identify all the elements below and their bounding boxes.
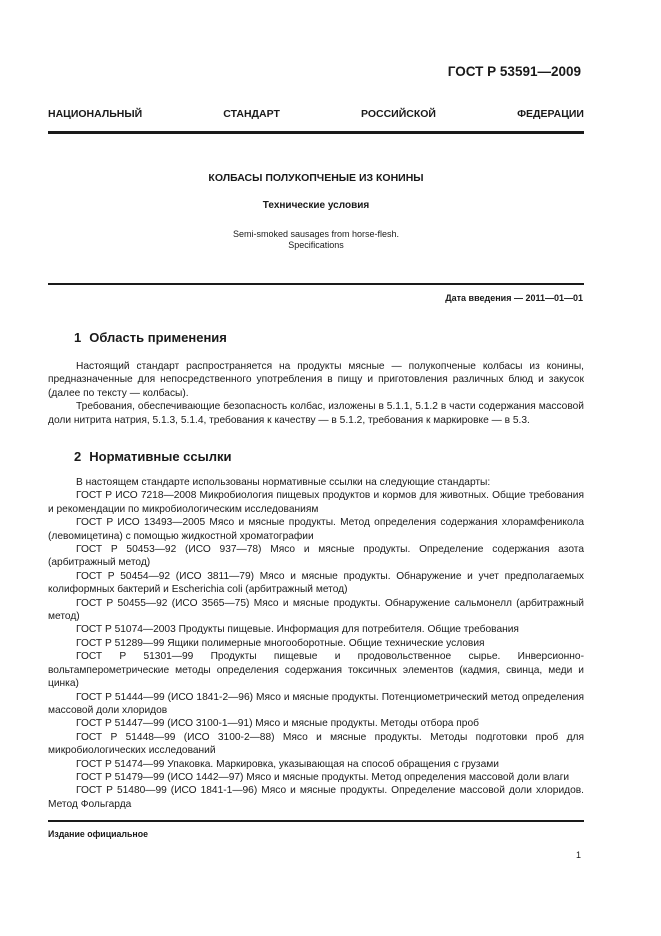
reference-item: ГОСТ Р 50453—92 (ИСО 937—78) Мясо и мясные продукты. Определение содержания азота (арбитражный метод) — [48, 544, 584, 569]
national-standard-banner — [48, 108, 584, 120]
banner-word: СТАНДАРТ — [223, 108, 280, 120]
section-number: 2 — [74, 449, 82, 464]
introduction-date: Дата введения — 2011—01—01 — [445, 293, 583, 303]
title-rule — [48, 283, 584, 285]
section-number: 1 — [74, 330, 82, 345]
reference-item: ГОСТ Р 50454—92 (ИСО 3811—79) Мясо и мясные продукты. Обнаружение и учет предполагаемых колиформных бактерий и Escherichia coli (арбитражный метод) — [48, 570, 584, 596]
reference-item: ГОСТ Р ИСО 7218—2008 Микробиология пищевых продуктов и кормов для животных. Общие требования и рекомендации по микробиологическим исследованиям — [48, 490, 584, 515]
banner-word: НАЦИОНАЛЬНЫЙ — [48, 108, 143, 120]
reference-item: ГОСТ Р 51447—99 (ИСО 3100-1—91) Мясо и мясные продукты. Методы отбора проб — [76, 718, 479, 730]
official-edition-label: Издание официальное — [48, 829, 148, 839]
paragraph: В настоящем стандарте использованы нормативные ссылки на следующие стандарты: — [76, 477, 491, 488]
reference-item: ГОСТ Р 51074—2003 Продукты пищевые. Информация для потребителя. Общие требования — [76, 624, 519, 636]
reference-item: ГОСТ Р ИСО 13493—2005 Мясо и мясные продукты. Метод определения содержания хлорамфеникола (левомицетина) с помощью жидкостной хроматографии — [48, 517, 584, 542]
footer-rule — [48, 820, 584, 822]
english-title-line: Specifications — [288, 240, 344, 250]
section-title: Нормативные ссылки — [89, 449, 232, 464]
banner-word: ФЕДЕРАЦИИ — [517, 108, 584, 120]
reference-item: ГОСТ Р 50455—92 (ИСО 3565—75) Мясо и мясные продукты. Обнаружение сальмонелл (арбитражный метод) — [48, 597, 584, 623]
reference-item: ГОСТ Р 51479—99 (ИСО 1442—97) Мясо и мясные продукты. Метод определения массовой доли влаги — [76, 771, 570, 783]
reference-item: ГОСТ Р 51301—99 Продукты пищевые и продовольственное сырье. Инверсионно-вольтамперометрические методы определения содержания токсичных элементов (кадмия, свинца, меди и цинка) — [48, 651, 584, 690]
reference-item: ГОСТ Р 51289—99 Ящики полимерные многооборотные. Общие технические условия — [76, 637, 485, 649]
paragraph: Настоящий стандарт распространяется на продукты мясные — полукопченые колбасы из конины, предназначенные для непосредственного употребления в пищу и приготовления различных блюд и закусок (далее по тексту — колбасы). — [48, 361, 584, 399]
document-title: КОЛБАСЫ ПОЛУКОПЧЕНЫЕ ИЗ КОНИНЫ — [208, 172, 424, 184]
english-title-line: Semi-smoked sausages from horse-flesh. — [232, 229, 400, 239]
paragraph: Требования, обеспечивающие безопасность колбас, изложены в 5.1.1, 5.1.2 в части содержания массовой доли нитрита натрия, 5.1.3, 5.1.4, требования к качеству — в 5.1.2, требования к маркировке — в 5.3. — [48, 401, 584, 426]
section-1-heading — [74, 330, 227, 345]
section-2-body — [48, 476, 584, 811]
section-2-heading — [74, 449, 231, 464]
english-title — [48, 229, 584, 251]
header-rule — [48, 131, 584, 134]
reference-item: ГОСТ Р 51480—99 (ИСО 1841-1—96) Мясо и мясные продукты. Определение массовой доли хлоридов. Метод Фольгарда — [48, 785, 584, 810]
page-number: 1 — [575, 850, 581, 860]
section-1-body — [48, 360, 584, 427]
reference-item: ГОСТ Р 51448—99 (ИСО 3100-2—88) Мясо и мясные продукты. Методы подготовки проб для микробиологических исследований — [48, 731, 584, 757]
reference-item: ГОСТ Р 51444—99 (ИСО 1841-2—96) Мясо и мясные продукты. Потенциометрический метод определения массовой доли хлоридов — [48, 691, 584, 716]
document-number: ГОСТ Р 53591—2009 — [447, 64, 581, 79]
reference-item: ГОСТ Р 51474—99 Упаковка. Маркировка, указывающая на способ обращения с грузами — [76, 758, 499, 770]
document-subtitle: Технические условия — [262, 200, 370, 211]
banner-word: РОССИЙСКОЙ — [360, 108, 436, 120]
section-title: Область применения — [89, 330, 227, 345]
